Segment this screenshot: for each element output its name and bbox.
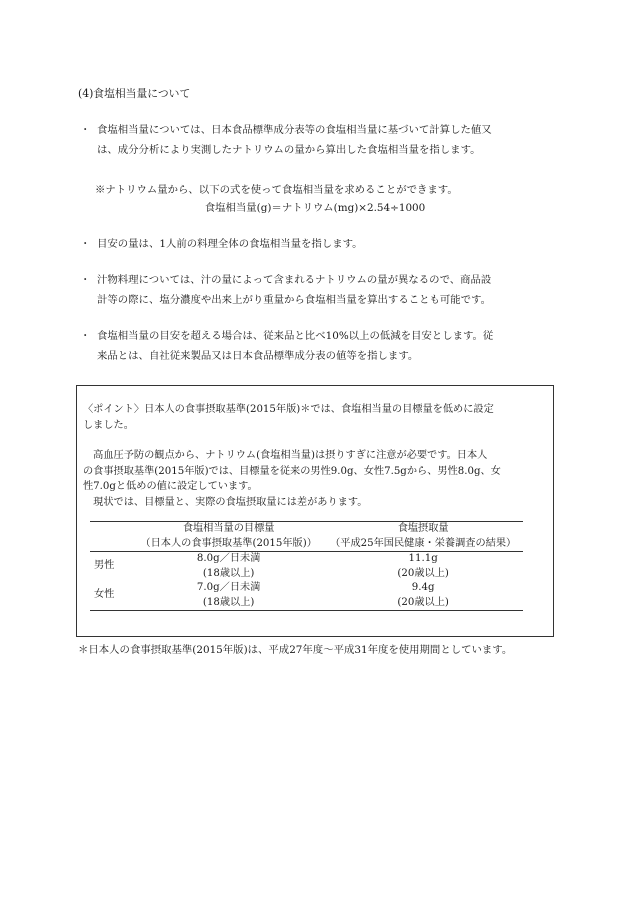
cell-text: 9.4g	[411, 582, 435, 593]
bullet-mark: ・	[80, 238, 91, 250]
bullet-mark: ・	[80, 330, 91, 342]
intake-cell	[323, 581, 523, 611]
cell-text: 8.0g／日未満	[196, 553, 261, 564]
target-cell	[134, 581, 323, 611]
cell-text: (20歳以上)	[397, 567, 449, 579]
list-item	[97, 234, 363, 254]
target-cell	[134, 552, 323, 582]
cell-text: 11.1g	[408, 553, 438, 564]
point-line: 〈ポイント〉日本人の食事摂取基準(2015年版)＊では、食塩相当量の目標量を低めに設定	[83, 404, 494, 415]
table-header-empty	[90, 522, 134, 552]
header-text: 食塩相当量の目標量	[182, 523, 275, 534]
list-item-line: 食塩相当量については、日本食品標準成分表等の食塩相当量に基づいて計算した値又	[97, 124, 492, 136]
table-header-target	[134, 522, 323, 552]
row-label: 女性	[94, 589, 115, 601]
cell-text: (18歳以上)	[202, 596, 255, 608]
explanation-line: の食事摂取基準(2015年版)では、目標量を従来の男性9.0g、女性7.5gから、男性8.0g、女	[83, 465, 501, 477]
bullet-mark: ・	[80, 124, 91, 136]
cell-text: (18歳以上)	[202, 567, 255, 579]
cell-text: 7.0g／日未満	[196, 582, 261, 593]
salt-formula: 食塩相当量(g)＝ナトリウム(mg)×2.54÷1000	[204, 202, 426, 214]
list-item	[97, 326, 493, 366]
list-item-line: 計等の際に、塩分濃度や出来上がり重量から食塩相当量を算出することも可能です。	[97, 294, 492, 306]
explanation-line: 現状では、目標量と、実際の食塩摂取量には差があります。	[83, 496, 368, 508]
table-header-intake	[323, 522, 523, 552]
section-heading: (4)食塩相当量について	[78, 87, 191, 100]
salt-comparison-table	[90, 521, 523, 611]
point-line: しました。	[83, 419, 134, 431]
header-text: （平成25年国民健康・栄養調査の結果）	[330, 537, 517, 549]
row-label: 男性	[94, 560, 115, 572]
point-box	[76, 385, 554, 637]
list-item-line: 来品とは、自社従来製品又は日本食品標準成分表の値等を指します。	[97, 350, 419, 362]
table-header-row	[90, 522, 523, 552]
sodium-note: ※ナトリウム量から、以下の式を使って食塩相当量を求めることができます。	[95, 184, 458, 196]
list-item-line: 食塩相当量の目安を超える場合は、従来品と比べ10%以上の低減を目安とします。従	[97, 330, 494, 342]
explanation-line: 高血圧予防の観点から、ナトリウム(食塩相当量)は摂りすぎに注意が必要です。日本人	[83, 450, 488, 461]
footnote: ＊日本人の食事摂取基準(2015年版)は、平成27年度〜平成31年度を使用期間としています。	[78, 644, 513, 656]
list-item-line: は、成分分析により実測したナトリウムの量から算出した食塩相当量を指します。	[97, 144, 481, 156]
point-paragraph	[83, 402, 494, 433]
table-row	[90, 552, 523, 582]
list-item	[97, 120, 492, 160]
list-item-line: 目安の量は、1人前の料理全体の食塩相当量を指します。	[97, 238, 363, 250]
header-text: 食塩摂取量	[397, 523, 449, 534]
table-row	[90, 581, 523, 611]
explanation-line: 性7.0gと低めの値に設定しています。	[83, 481, 258, 492]
intake-cell	[323, 552, 523, 582]
cell-text: (20歳以上)	[397, 596, 449, 608]
bullet-mark: ・	[80, 274, 91, 286]
explanation-paragraph	[83, 448, 501, 510]
header-text: （日本人の食事摂取基準(2015年版)）	[140, 537, 317, 549]
list-item-line: 汁物料理については、汁の量によって含まれるナトリウムの量が異なるので、商品設	[97, 274, 492, 286]
list-item	[97, 270, 491, 310]
